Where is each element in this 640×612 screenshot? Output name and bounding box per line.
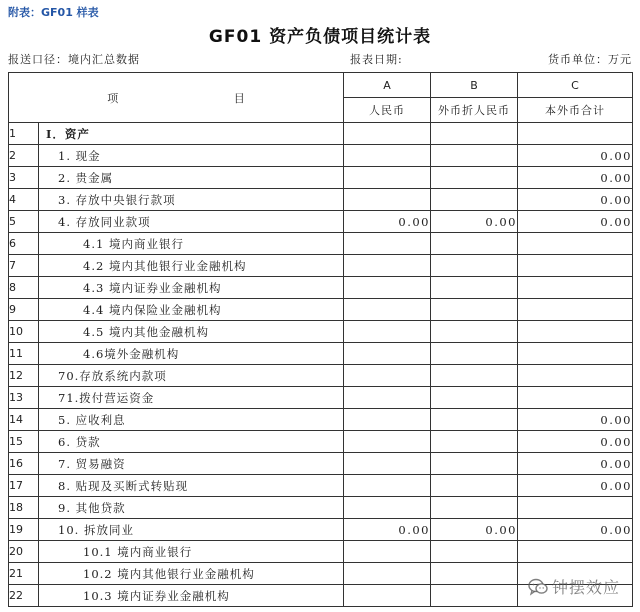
table-row <box>9 387 633 409</box>
cell-rmb: 0.00 <box>344 519 431 541</box>
table-row <box>9 255 633 277</box>
cell-total <box>518 277 633 299</box>
item-column-header: 项 目 <box>9 73 344 123</box>
row-number: 4 <box>9 189 39 211</box>
row-number: 18 <box>9 497 39 519</box>
cell-total <box>518 497 633 519</box>
cell-rmb <box>344 431 431 453</box>
table-row <box>9 431 633 453</box>
row-number: 12 <box>9 365 39 387</box>
cell-total: 0.00 <box>518 475 633 497</box>
cell-rmb <box>344 453 431 475</box>
cell-total: 0.00 <box>518 409 633 431</box>
row-item-label: 4.2 境内其他银行业金融机构 <box>39 255 344 277</box>
column-code-a: A <box>344 73 431 98</box>
row-number: 7 <box>9 255 39 277</box>
cell-total: 0.00 <box>518 167 633 189</box>
cell-rmb <box>344 541 431 563</box>
cell-foreign-rmb <box>431 497 518 519</box>
cell-rmb <box>344 167 431 189</box>
cell-total: 0.00 <box>518 211 633 233</box>
cell-foreign-rmb <box>431 475 518 497</box>
cell-total <box>518 321 633 343</box>
row-item-label: 10. 拆放同业 <box>39 519 344 541</box>
wechat-icon <box>528 578 548 596</box>
table-row <box>9 277 633 299</box>
cell-rmb <box>344 299 431 321</box>
table-row <box>9 365 633 387</box>
table-row <box>9 233 633 255</box>
cell-foreign-rmb <box>431 409 518 431</box>
column-label-total: 本外币合计 <box>518 98 633 123</box>
row-number: 8 <box>9 277 39 299</box>
table-row <box>9 475 633 497</box>
cell-rmb <box>344 255 431 277</box>
cell-foreign-rmb: 0.00 <box>431 211 518 233</box>
row-number: 11 <box>9 343 39 365</box>
row-number: 10 <box>9 321 39 343</box>
row-item-label: 5. 应收利息 <box>39 409 344 431</box>
cell-foreign-rmb <box>431 387 518 409</box>
row-item-label: 10.2 境内其他银行业金融机构 <box>39 563 344 585</box>
cell-rmb <box>344 343 431 365</box>
cell-total: 0.00 <box>518 145 633 167</box>
cell-total <box>518 343 633 365</box>
cell-rmb <box>344 409 431 431</box>
table-row <box>9 123 633 145</box>
appendix-label: 附表：GF01 样表 <box>8 6 99 19</box>
cell-foreign-rmb <box>431 431 518 453</box>
row-number: 21 <box>9 563 39 585</box>
row-number: 13 <box>9 387 39 409</box>
cell-foreign-rmb <box>431 563 518 585</box>
row-item-label: 4.3 境内证券业金融机构 <box>39 277 344 299</box>
cell-foreign-rmb <box>431 343 518 365</box>
currency-unit: 货币单位：万元 <box>548 53 632 66</box>
row-item-label: Ⅰ．资产 <box>39 123 344 145</box>
cell-total: 0.00 <box>518 189 633 211</box>
row-number: 1 <box>9 123 39 145</box>
report-date: 报表日期: <box>350 53 403 66</box>
row-item-label: 9. 其他贷款 <box>39 497 344 519</box>
cell-foreign-rmb <box>431 585 518 607</box>
row-item-label: 4. 存放同业款项 <box>39 211 344 233</box>
table-row <box>9 189 633 211</box>
table-row <box>9 453 633 475</box>
cell-total <box>518 233 633 255</box>
row-number: 22 <box>9 585 39 607</box>
table-body <box>9 123 633 607</box>
row-item-label: 70.存放系统内款项 <box>39 365 344 387</box>
row-number: 6 <box>9 233 39 255</box>
cell-total <box>518 387 633 409</box>
row-number: 5 <box>9 211 39 233</box>
row-item-label: 4.6境外金融机构 <box>39 343 344 365</box>
row-item-label: 1. 现金 <box>39 145 344 167</box>
row-item-label: 71.拨付营运资金 <box>39 387 344 409</box>
cell-foreign-rmb <box>431 167 518 189</box>
cell-rmb <box>344 321 431 343</box>
row-item-label: 2. 贵金属 <box>39 167 344 189</box>
row-number: 16 <box>9 453 39 475</box>
table-row <box>9 167 633 189</box>
row-item-label: 3. 存放中央银行款项 <box>39 189 344 211</box>
row-item-label: 8. 贴现及买断式转贴现 <box>39 475 344 497</box>
table-row <box>9 497 633 519</box>
cell-foreign-rmb <box>431 233 518 255</box>
table-row <box>9 321 633 343</box>
column-code-b: B <box>431 73 518 98</box>
row-number: 17 <box>9 475 39 497</box>
row-item-label: 10.1 境内商业银行 <box>39 541 344 563</box>
report-title: GF01 资产负债项目统计表 <box>208 27 432 47</box>
column-code-c: C <box>518 73 633 98</box>
row-number: 9 <box>9 299 39 321</box>
table-row <box>9 343 633 365</box>
row-number: 15 <box>9 431 39 453</box>
cell-rmb <box>344 277 431 299</box>
report-scope: 报送口径：境内汇总数据 <box>8 53 140 66</box>
column-label-foreign-rmb: 外币折人民币 <box>431 98 518 123</box>
table-row <box>9 519 633 541</box>
row-number: 20 <box>9 541 39 563</box>
row-item-label: 4.5 境内其他金融机构 <box>39 321 344 343</box>
table-row <box>9 145 633 167</box>
cell-total: 0.00 <box>518 431 633 453</box>
cell-foreign-rmb <box>431 541 518 563</box>
table-row <box>9 541 633 563</box>
cell-foreign-rmb <box>431 145 518 167</box>
cell-rmb <box>344 145 431 167</box>
table-row <box>9 211 633 233</box>
table-row <box>9 409 633 431</box>
cell-rmb: 0.00 <box>344 211 431 233</box>
balance-sheet-table <box>8 72 633 607</box>
row-number: 14 <box>9 409 39 431</box>
cell-rmb <box>344 123 431 145</box>
cell-total: 0.00 <box>518 453 633 475</box>
cell-rmb <box>344 563 431 585</box>
cell-foreign-rmb <box>431 453 518 475</box>
row-item-label: 6. 贷款 <box>39 431 344 453</box>
cell-total <box>518 299 633 321</box>
cell-rmb <box>344 387 431 409</box>
row-item-label: 7. 贸易融资 <box>39 453 344 475</box>
cell-foreign-rmb <box>431 277 518 299</box>
cell-total: 0.00 <box>518 519 633 541</box>
cell-total <box>518 541 633 563</box>
cell-foreign-rmb <box>431 123 518 145</box>
cell-rmb <box>344 475 431 497</box>
watermark-text: 钟摆效应 <box>552 578 621 597</box>
cell-foreign-rmb <box>431 189 518 211</box>
cell-rmb <box>344 585 431 607</box>
cell-foreign-rmb <box>431 365 518 387</box>
cell-rmb <box>344 497 431 519</box>
column-label-rmb: 人民币 <box>344 98 431 123</box>
cell-total <box>518 255 633 277</box>
row-item-label: 4.1 境内商业银行 <box>39 233 344 255</box>
row-item-label: 10.3 境内证券业金融机构 <box>39 585 344 607</box>
cell-rmb <box>344 189 431 211</box>
cell-total <box>518 123 633 145</box>
row-number: 2 <box>9 145 39 167</box>
watermark <box>528 575 620 598</box>
row-number: 3 <box>9 167 39 189</box>
cell-foreign-rmb <box>431 299 518 321</box>
cell-rmb <box>344 365 431 387</box>
row-item-label: 4.4 境内保险业金融机构 <box>39 299 344 321</box>
header-row-codes <box>9 73 633 98</box>
cell-foreign-rmb <box>431 321 518 343</box>
cell-foreign-rmb <box>431 255 518 277</box>
table-row <box>9 299 633 321</box>
cell-foreign-rmb: 0.00 <box>431 519 518 541</box>
row-number: 19 <box>9 519 39 541</box>
cell-total <box>518 365 633 387</box>
cell-rmb <box>344 233 431 255</box>
